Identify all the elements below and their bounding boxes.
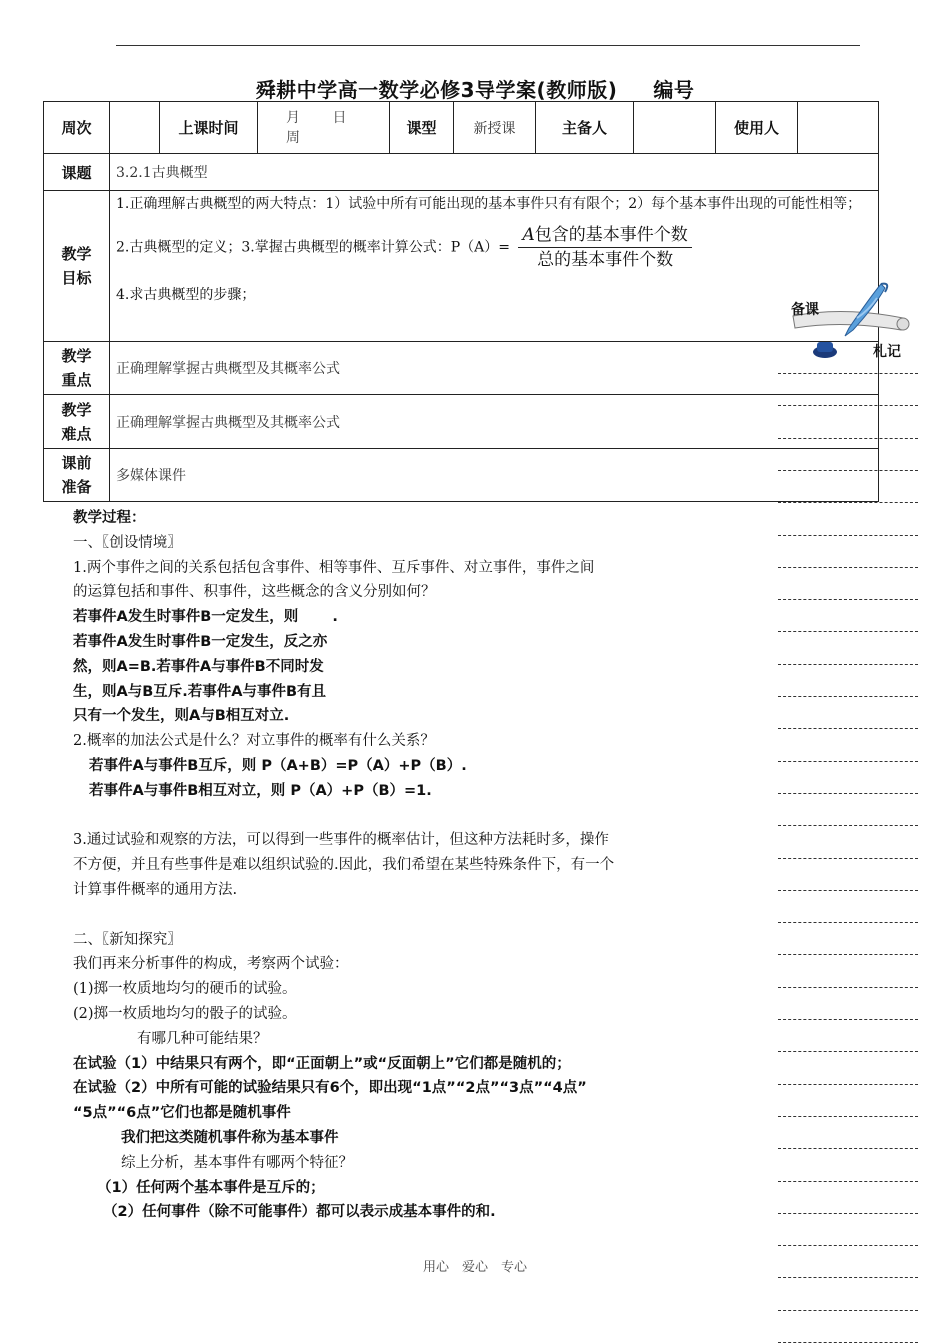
document-title [150,74,800,103]
section-2-title [73,928,773,953]
week-value [110,102,160,154]
difficulty-label [44,395,110,449]
header-rule [116,45,860,46]
note-dash-line [778,438,918,439]
key-value: 正确理解掌握古典概型及其概率公式 [110,342,879,395]
note-dash-line [778,761,918,762]
note-dash-line [778,535,918,536]
note-dash-line [778,502,918,503]
note-dash-line [778,373,918,374]
answer-2-line-1: 若事件A与事件B互斥，则 P（A+B）=P（A）+P（B）. [89,757,467,774]
note-dash-line [778,567,918,568]
teaching-process [73,506,773,1225]
class-date-value [258,102,390,154]
question-3-line-2: 不方便，并且有些事件是难以组织试验的.因此，我们希望在某些特殊条件下，有一个 [73,857,615,874]
answer-1-line-3: 然，则A=B.若事件A与事件B不同时发 [73,658,324,675]
blank-line [73,804,773,829]
main-preparer-value [634,102,716,154]
paragraph-8: 我们把这类随机事件称为基本事件 [121,1129,339,1146]
note-dash-line [778,1181,918,1182]
paragraph-2: (1)掷一枚质地均匀的硬币的试验。 [73,981,297,998]
key-label-text: 教学重点 [61,347,92,389]
note-dash-line [778,922,918,923]
note-dash-line [778,987,918,988]
note-dash-line [778,599,918,600]
paragraph-9: 综上分析，基本事件有哪两个特征？ [121,1154,353,1171]
note-dash-line [778,631,918,632]
difficulty-value: 正确理解掌握古典概型及其概率公式 [110,395,879,449]
date-day: 日 [332,109,347,126]
answer-2-line-2: 若事件A与事件B相互对立，则 P（A）+P（B）=1. [89,782,432,799]
note-dash-line [778,1051,918,1052]
goal-2-text: 2.古典概型的定义；3.掌握古典概型的概率计算公式：P（A）= [116,239,510,256]
answer-1-line-5: 只有一个发生，则A与B相互对立. [73,708,290,725]
note-dash-line [778,1084,918,1085]
serial-number-label: 编号 [653,78,695,102]
goal-2-3 [116,223,872,272]
note-dash-line [778,1342,918,1343]
note-dash-line [778,696,918,697]
info-row-preparation [44,449,879,502]
lesson-info-table [43,101,879,502]
info-row-key-points [44,342,879,395]
lesson-type-label: 课型 [390,102,454,154]
goal-1: 1.正确理解古典概型的两大特点：1）试验中所有可能出现的基本事件只有有限个；2）每个基本事件出现的可能性相等； [116,196,862,212]
goal-label [44,191,110,342]
question-3-line-1: 3.通过试验和观察的方法，可以得到一些事件的概率估计，但这种方法耗时多，操作 [73,832,609,849]
paragraph-1: 我们再来分析事件的构成，考察两个试验： [73,956,349,973]
note-dash-line [778,1245,918,1246]
prep-label [44,449,110,502]
paragraph-3: (2)掷一枚质地均匀的骰子的试验。 [73,1005,297,1022]
goal-4: 4.求古典概型的步骤； [116,287,256,303]
formula-numerator-text: 包含的基本事件个数 [534,225,688,245]
week-label: 周次 [44,102,110,154]
note-dash-line [778,1213,918,1214]
section-1-title-text: 一、〖创设情境〗 [73,534,182,551]
formula-numerator [518,223,691,248]
class-time-label: 上课时间 [160,102,258,154]
user-label: 使用人 [716,102,798,154]
note-dash-line [778,793,918,794]
answer-1-line-2: 若事件A发生时事件B一定发生，反之亦 [73,633,328,650]
icon-text-bottom: 札记 [873,344,901,360]
question-1-line-1: 1.两个事件之间的关系包括包含事件、相等事件、互斥事件、对立事件，事件之间 [73,559,595,576]
question-2: 2.概率的加法公式是什么？对立事件的概率有什么关系？ [73,733,435,750]
note-dash-line [778,1019,918,1020]
main-preparer-label: 主备人 [536,102,634,154]
topic-label: 课题 [44,154,110,191]
section-2-title-text: 二、〖新知探究〗 [73,931,182,948]
info-row-goals [44,191,879,342]
process-heading: 教学过程： [73,510,146,526]
formula-event-variable: A [522,225,535,245]
note-dash-line [778,954,918,955]
note-dash-line [778,858,918,859]
quill-scroll-icon [773,276,913,366]
note-dash-line [778,1116,918,1117]
note-dash-line [778,470,918,471]
note-dash-line [778,1277,918,1278]
question-1-line-2: 的运算包括和事件、积事件，这些概念的含义分别如何？ [73,584,436,601]
note-dash-line [778,405,918,406]
key-label [44,342,110,395]
topic-value: 3.2.1古典概型 [110,154,879,191]
paragraph-6: 在试验（2）中所有可能的试验结果只有6个，即出现“1点”“2点”“3点”“4点” [73,1080,587,1097]
page-footer: 用心 爱心 专心 [422,1260,527,1275]
paragraph-7: “5点”“6点”它们也都是随机事件 [73,1105,291,1122]
date-month: 月 [286,109,300,126]
question-3-line-3: 计算事件概率的通用方法. [73,881,238,898]
blank-line [73,903,773,928]
icon-text-top: 备课 [791,302,819,318]
difficulty-label-text: 教学难点 [61,400,92,443]
formula-denominator: 总的基本事件个数 [537,250,674,270]
section-1-title [73,531,773,556]
probability-formula [518,223,691,272]
info-row-difficulty [44,395,879,449]
note-dash-line [778,664,918,665]
paragraph-4: 有哪几种可能结果？ [137,1030,268,1047]
note-dash-line [778,825,918,826]
paragraph-5: 在试验（1）中结果只有两个，即“正面朝上”或“反面朝上”它们都是随机的； [73,1055,571,1072]
note-dash-line [778,890,918,891]
info-row-topic [44,154,879,191]
date-week: 周 [286,129,300,146]
lesson-type-value: 新授课 [454,102,536,154]
prep-label-text: 课前准备 [61,454,92,496]
paragraph-10: （1）任何两个基本事件是互斥的； [97,1179,325,1196]
paragraph-11: （2）任何事件（除不可能事件）都可以表示成基本事件的和. [103,1204,496,1221]
answer-1-line-4: 生，则A与B互斥.若事件A与事件B有且 [73,683,327,700]
goal-content [110,191,879,342]
goal-label-text: 教学目标 [61,245,92,287]
note-dash-line [778,728,918,729]
note-dash-line [778,1310,918,1311]
info-row-header [44,102,879,154]
lesson-notes-icon [773,276,913,366]
title-text: 舜耕中学高一数学必修3导学案(教师版) [255,78,618,102]
user-value [798,102,879,154]
prep-value: 多媒体课件 [110,449,879,502]
answer-1-line-1: 若事件A发生时事件B一定发生，则 . [73,609,338,626]
note-dash-line [778,1148,918,1149]
